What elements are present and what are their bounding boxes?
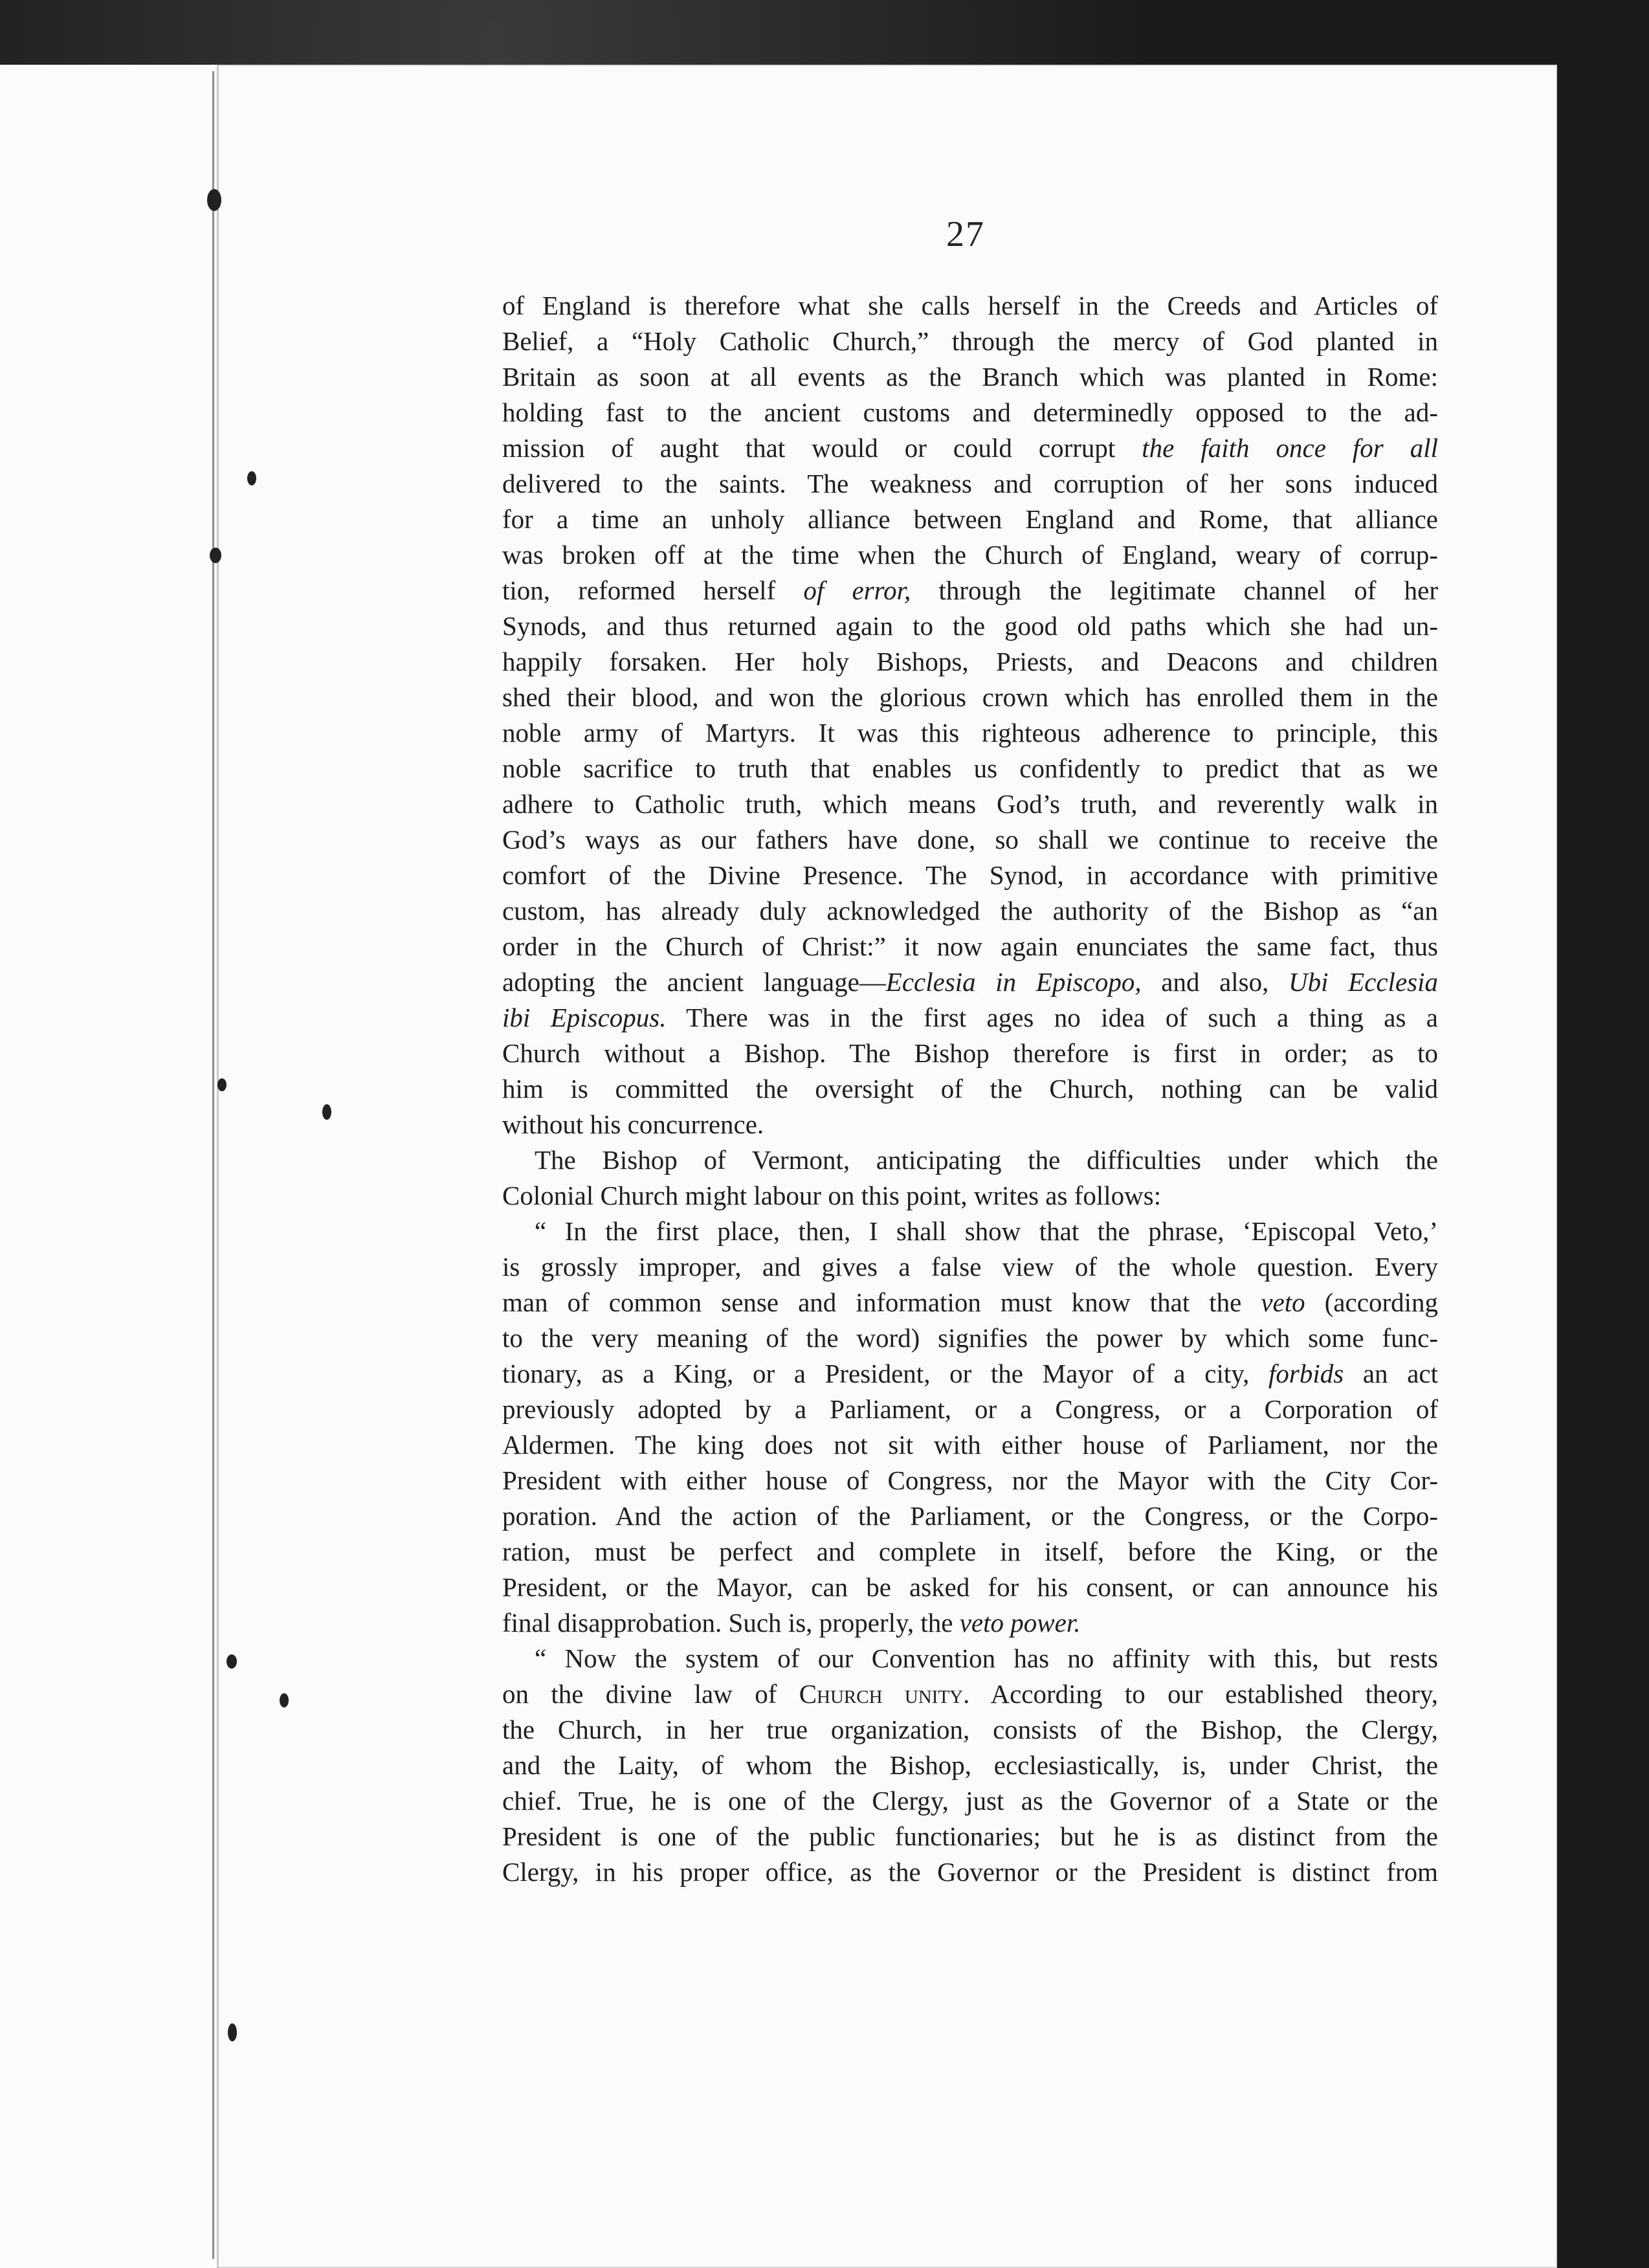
text-line (502, 1214, 1438, 1249)
italic-text: Ecclesia in Episcopo, (885, 967, 1142, 997)
text-run: previously adopted by a Parliament, or a Congress, or a Corporation of (502, 1394, 1438, 1424)
text-line (502, 430, 1438, 466)
text-line (502, 1107, 1438, 1142)
text-run: mission of aught that would or could corrupt (502, 433, 1142, 463)
text-run: The Bishop of Vermont, anticipating the difficulties under which the (535, 1145, 1438, 1175)
text-line (502, 1498, 1438, 1534)
text-run: and the Laity, of whom the Bishop, ecclesiastically, is, under Christ, the (502, 1750, 1438, 1780)
text-run: ration, must be perfect and complete in itself, before the King, or the (502, 1537, 1438, 1566)
text-run: Aldermen. The king does not sit with either house of Parliament, nor the (502, 1430, 1438, 1460)
text-line (502, 715, 1438, 751)
italic-text: veto (1261, 1287, 1305, 1317)
text-line (502, 786, 1438, 822)
text-line (502, 1712, 1438, 1748)
text-line (502, 1641, 1438, 1676)
text-run: shed their blood, and won the glorious crown which has enrolled them in the (502, 682, 1438, 712)
text-run: and also, (1141, 967, 1289, 997)
body-text (502, 288, 1438, 1890)
text-line (502, 1819, 1438, 1854)
text-run: noble sacrifice to truth that enables us confidently to predict that as we (502, 753, 1438, 783)
text-run: him is committed the oversight of the Church, nothing can be valid (502, 1074, 1438, 1104)
text-line (502, 1036, 1438, 1071)
text-run: “ Now the system of our Convention has no affinity with this, but rests (535, 1643, 1438, 1673)
text-run: order in the Church of Christ:” it now again enunciates the same fact, thus (502, 931, 1438, 961)
binding-hole-mark (247, 471, 256, 485)
binding-hole-mark (210, 548, 221, 563)
text-line (502, 1676, 1438, 1712)
page-gutter-line (212, 71, 214, 2259)
text-run: poration. And the action of the Parliament, or the Congress, or the Corpo- (502, 1501, 1438, 1531)
text-line (502, 573, 1438, 608)
text-line (502, 1605, 1438, 1641)
page-number: 27 (946, 214, 985, 254)
text-run: happily forsaken. Her holy Bishops, Priests, and Deacons and children (502, 647, 1438, 676)
text-line (502, 964, 1438, 1000)
text-line (502, 1071, 1438, 1107)
text-run: on the divine law of (502, 1679, 799, 1709)
text-line (502, 324, 1438, 359)
text-line (502, 1748, 1438, 1783)
text-line (502, 1783, 1438, 1819)
text-run: man of common sense and information must know that the (502, 1287, 1261, 1317)
italic-text: ibi Episcopus. (502, 1003, 667, 1032)
text-line (502, 1000, 1438, 1036)
text-run: chief. True, he is one of the Clergy, just as the Governor of a State or the (502, 1786, 1438, 1816)
text-run: President, or the Mayor, can be asked for his consent, or can announce his (502, 1572, 1438, 1602)
text-line (502, 1463, 1438, 1498)
text-line (502, 537, 1438, 573)
text-run: Belief, a “Holy Catholic Church,” through the mercy of God planted in (502, 326, 1438, 356)
text-line (502, 1427, 1438, 1463)
small-caps-text: Church unity. (799, 1679, 970, 1709)
text-run: Britain as soon at all events as the Branch which was planted in Rome: (502, 362, 1438, 392)
text-line (502, 288, 1438, 324)
text-line (502, 1570, 1438, 1605)
text-run: delivered to the saints. The weakness and corruption of her sons induced (502, 469, 1438, 498)
text-line (502, 1285, 1438, 1320)
text-run: (according (1305, 1287, 1438, 1317)
text-run: Clergy, in his proper office, as the Governor or the President is distinct from (502, 1857, 1438, 1887)
text-line (502, 395, 1438, 430)
text-run: was broken off at the time when the Church of England, weary of corrup- (502, 540, 1438, 570)
facing-page-edge (0, 65, 219, 2268)
text-run: to the very meaning of the word) signifies the power by which some func- (502, 1323, 1438, 1353)
text-line (502, 858, 1438, 893)
text-line (502, 822, 1438, 858)
text-run: tion, reformed herself (502, 575, 804, 605)
text-run: noble army of Martyrs. It was this righteous adherence to principle, this (502, 718, 1438, 748)
italic-text: Ubi Ecclesia (1289, 967, 1438, 997)
binding-hole-mark (228, 2023, 237, 2041)
text-line (502, 1392, 1438, 1427)
text-run: custom, has already duly acknowledged the authority of the Bishop as “an (502, 896, 1438, 926)
text-line (502, 502, 1438, 537)
text-run: adhere to Catholic truth, which means God’s truth, and reverently walk in (502, 789, 1438, 819)
text-line (502, 1249, 1438, 1285)
italic-text: forbids (1268, 1359, 1344, 1388)
text-run: an act (1344, 1359, 1438, 1388)
text-line (502, 466, 1438, 502)
text-run: God’s ways as our fathers have done, so shall we continue to receive the (502, 825, 1438, 854)
text-run: the Church, in her true organization, consists of the Bishop, the Clergy, (502, 1715, 1438, 1744)
text-line (502, 1320, 1438, 1356)
text-run: There was in the first ages no idea of such a thing as a (666, 1003, 1438, 1032)
binding-hole-mark (227, 1654, 237, 1669)
text-run: Synods, and thus returned again to the good old paths which she had un- (502, 611, 1438, 641)
text-run: adopting the ancient language— (502, 967, 886, 997)
text-run: According to our established theory, (969, 1679, 1438, 1709)
binding-hole-mark (322, 1104, 331, 1120)
text-run: holding fast to the ancient customs and determinedly opposed to the ad- (502, 397, 1438, 427)
binding-hole-mark (207, 189, 221, 211)
italic-text: the faith once for all (1142, 433, 1438, 463)
text-run: comfort of the Divine Presence. The Synod, in accordance with primitive (502, 860, 1438, 890)
text-run: President with either house of Congress, nor the Mayor with the City Cor- (502, 1465, 1438, 1495)
italic-text: veto power. (959, 1608, 1081, 1638)
text-line (502, 1356, 1438, 1392)
text-run: is grossly improper, and gives a false view of the whole question. Every (502, 1252, 1438, 1282)
text-line (502, 1142, 1438, 1178)
text-line (502, 608, 1438, 644)
text-line (502, 893, 1438, 929)
text-line (502, 1178, 1438, 1214)
text-line (502, 1854, 1438, 1890)
text-run: final disapprobation. Such is, properly, the (502, 1608, 960, 1638)
text-line (502, 680, 1438, 715)
text-run: tionary, as a King, or a President, or the Mayor of a city, (502, 1359, 1268, 1388)
text-run: “ In the first place, then, I shall show that the phrase, ‘Episcopal Veto,’ (535, 1216, 1438, 1246)
text-line (502, 1534, 1438, 1570)
text-run: for a time an unholy alliance between England and Rome, that alliance (502, 504, 1438, 534)
text-run: President is one of the public functionaries; but he is as distinct from the (502, 1821, 1438, 1851)
text-run: of England is therefore what she calls herself in the Creeds and Articles of (502, 291, 1438, 320)
text-run: through the legitimate channel of her (911, 575, 1439, 605)
text-run: Church without a Bishop. The Bishop therefore is first in order; as to (502, 1038, 1438, 1068)
text-run: Colonial Church might labour on this point, writes as follows: (502, 1181, 1162, 1210)
text-line (502, 929, 1438, 964)
italic-text: of error, (803, 575, 911, 605)
text-line (502, 751, 1438, 786)
text-line (502, 644, 1438, 680)
text-line (502, 359, 1438, 395)
binding-hole-mark (280, 1693, 289, 1707)
text-run: without his concurrence. (502, 1109, 764, 1139)
binding-hole-mark (217, 1078, 227, 1091)
